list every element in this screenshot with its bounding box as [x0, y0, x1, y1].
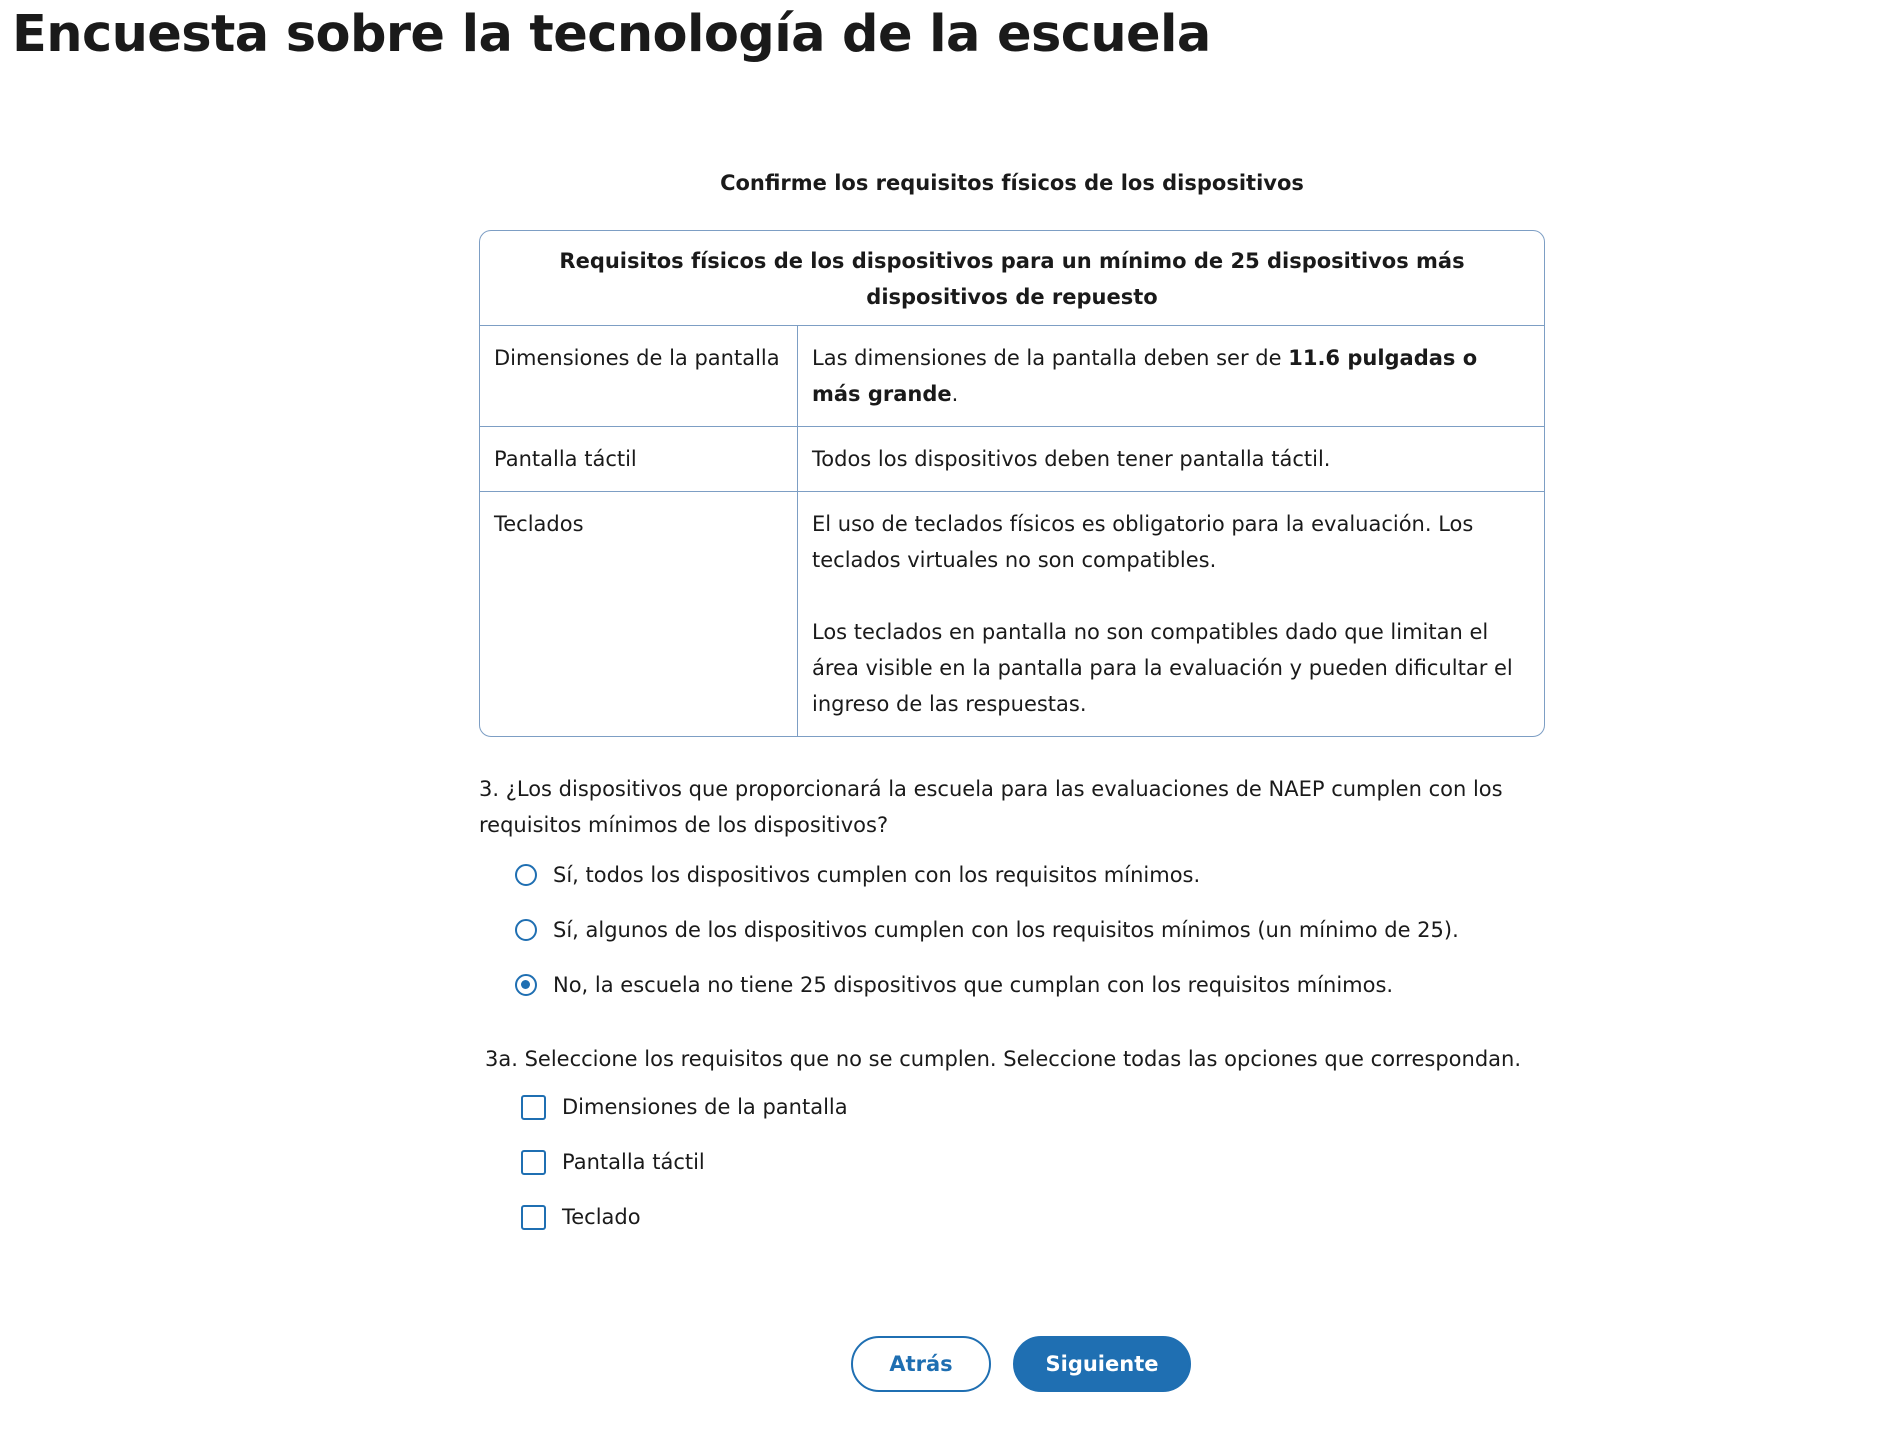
checkbox-option-touchscreen[interactable]: [521, 1144, 1545, 1180]
radio-label: Sí, algunos de los dispositivos cumplen con los requisitos mínimos (un mínimo de 25).: [553, 918, 1459, 942]
desc-text: Las dimensiones de la pantalla deben ser de: [812, 346, 1289, 370]
requirements-table: [479, 230, 1545, 737]
next-button[interactable]: Siguiente: [1013, 1336, 1191, 1392]
question-3-options: [479, 857, 1545, 1003]
question-3-text: 3. ¿Los dispositivos que proporcionará la escuela para las evaluaciones de NAEP cumplen con los requisitos mínimos de los dispositivos?: [479, 777, 1503, 837]
question-3a-text: 3a. Seleccione los requisitos que no se cumplen. Seleccione todas las opciones que correspondan.: [485, 1047, 1522, 1071]
radio-button[interactable]: [515, 864, 537, 886]
row-label-touchscreen: Pantalla táctil: [480, 427, 798, 491]
radio-option-all-meet[interactable]: [515, 857, 1545, 893]
row-desc-touchscreen: Todos los dispositivos deben tener pantalla táctil.: [812, 447, 1331, 471]
radio-button-selected[interactable]: [515, 974, 537, 996]
question-3a-options: [479, 1089, 1545, 1235]
radio-button[interactable]: [515, 919, 537, 941]
navigation-buttons: [851, 1336, 1191, 1392]
checkbox-label: Teclado: [562, 1205, 641, 1229]
table-row: [480, 492, 1544, 736]
radio-label: Sí, todos los dispositivos cumplen con los requisitos mínimos.: [553, 863, 1201, 887]
checkbox[interactable]: [521, 1150, 546, 1175]
requirements-table-header: Requisitos físicos de los dispositivos para un mínimo de 25 dispositivos más dispositivos de repuesto: [480, 231, 1544, 326]
checkbox-option-screen-size[interactable]: [521, 1089, 1545, 1125]
row-desc-keyboards: [798, 492, 1544, 736]
back-button[interactable]: Atrás: [851, 1336, 991, 1392]
row-label-screen-size: Dimensiones de la pantalla: [480, 326, 798, 426]
radio-option-none-meet[interactable]: [515, 967, 1545, 1003]
table-row: [480, 326, 1544, 427]
row-label-keyboards: Teclados: [480, 492, 798, 736]
desc-bold-text: 11.6 pulgadas o más grande: [812, 346, 1478, 406]
radio-label: No, la escuela no tiene 25 dispositivos que cumplan con los requisitos mínimos.: [553, 973, 1394, 997]
page-title: Encuesta sobre la tecnología de la escuela: [12, 5, 1211, 64]
section-heading: Confirme los requisitos físicos de los dispositivos: [720, 171, 1304, 195]
radio-option-some-meet[interactable]: [515, 912, 1545, 948]
checkbox[interactable]: [521, 1205, 546, 1230]
survey-content: [479, 168, 1545, 1254]
desc-text-end: .: [951, 382, 959, 406]
desc-paragraph: El uso de teclados físicos es obligatorio para la evaluación. Los teclados virtuales no son compatibles.: [812, 512, 1474, 572]
checkbox[interactable]: [521, 1095, 546, 1120]
checkbox-option-keyboard[interactable]: [521, 1199, 1545, 1235]
row-desc-screen-size: [798, 326, 1544, 426]
table-row: [480, 427, 1544, 492]
checkbox-label: Dimensiones de la pantalla: [562, 1095, 848, 1119]
checkbox-label: Pantalla táctil: [562, 1150, 705, 1174]
desc-paragraph: Los teclados en pantalla no son compatibles dado que limitan el área visible en la pantalla para la evaluación y pueden dificultar el ingreso de las respuestas.: [812, 620, 1513, 716]
